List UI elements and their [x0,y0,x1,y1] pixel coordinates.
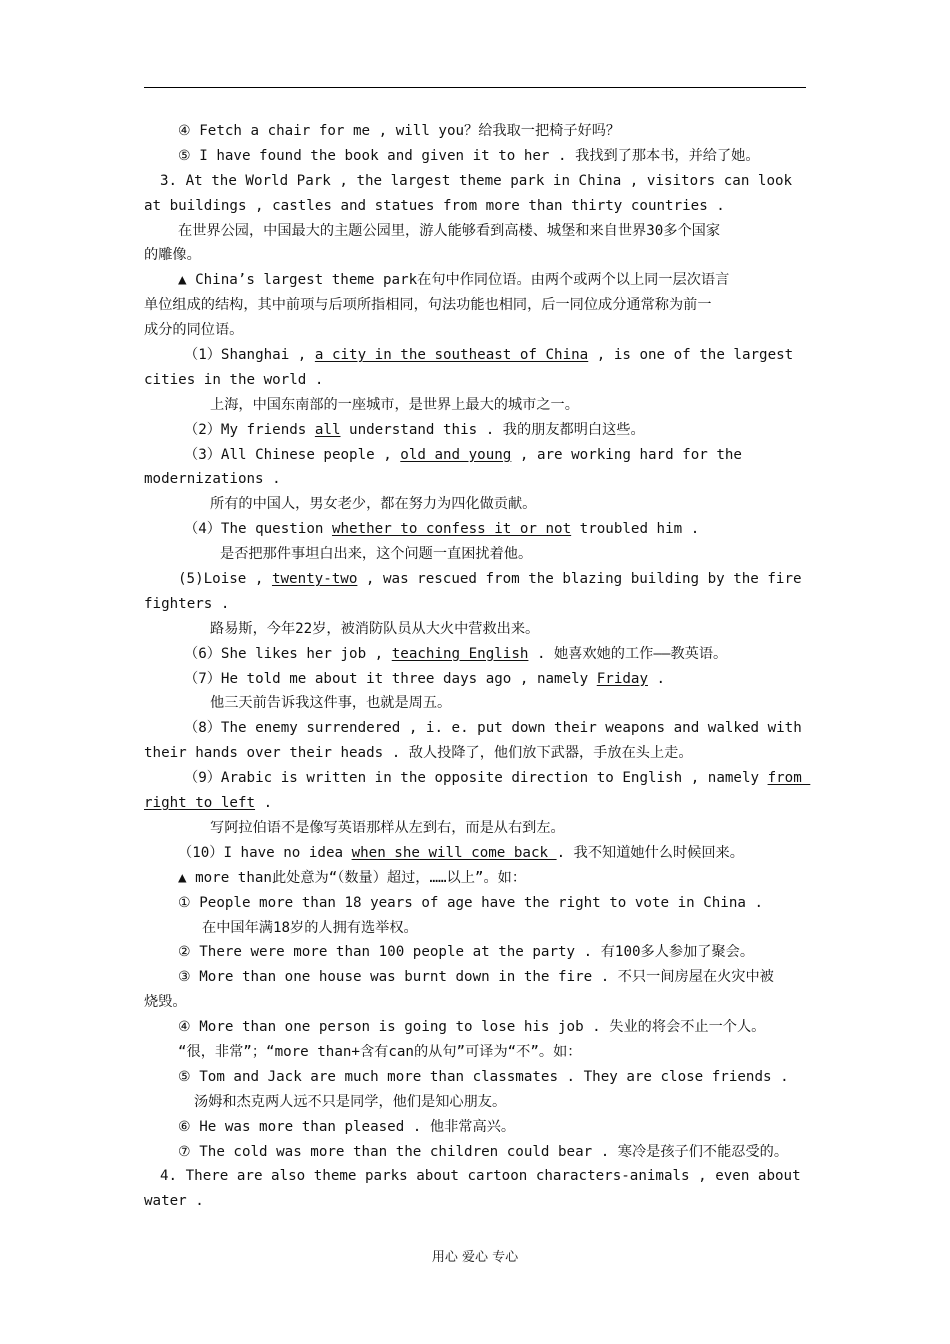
line-text: ⑤ I have found the book and given it to her . 我找到了那本书，并给了她。 [178,147,760,164]
line-text: modernizations . [144,471,281,488]
text-line [144,1140,812,1165]
document-body [144,119,812,1214]
line-text: their hands over their heads . 敌人投降了，他们放下武器，手放在头上走。 [144,745,693,762]
underlined-appositive: teaching English [391,645,529,662]
line-text: 4. There are also theme parks about cartoon characters-animals , even about [160,1168,801,1185]
text-line [144,542,812,567]
line-text: ④ More than one person is going to lose his job . 失业的将会不止一个人。 [178,1019,766,1036]
text-line [144,891,812,916]
line-text: . [648,670,666,687]
line-text: 烧毁。 [144,994,187,1011]
text-line [144,418,812,443]
text-line [144,766,812,791]
text-line [144,642,812,667]
text-line [144,1040,812,1065]
text-line [144,1115,812,1140]
line-text: ③ More than one house was burnt down in the fire . 不只一间房屋在火灾中被 [178,969,774,986]
underlined-appositive: a city in the southeast of China [314,347,589,364]
text-line [144,940,812,965]
text-line [144,990,812,1015]
text-line [144,816,812,841]
line-text: water . [144,1193,204,1210]
header-rule [144,87,806,88]
line-text: ⑥ He was more than pleased . 他非常高兴。 [178,1118,516,1135]
line-text: , is one of the largest [588,347,794,364]
line-text: （10）I have no idea [178,844,352,861]
line-text: （9）Arabic is written in the opposite direction to English , namely [184,770,768,787]
line-text: 的雕像。 [144,247,201,264]
text-line [144,169,812,194]
text-line [144,144,812,169]
line-text: . 我不知道她什么时候回来。 [556,844,744,861]
text-line [144,368,812,393]
line-text: 单位组成的结构，其中前项与后项所指相同，句法功能也相同，后一同位成分通常称为前一 [144,297,712,314]
text-line [144,517,812,542]
line-text: 在世界公园，中国最大的主题公园里，游人能够看到高楼、城堡和来自世界30多个国家 [178,222,721,239]
line-text: (5)Loise , [178,571,272,588]
line-text: ▲ more than此处意为“（数量）超过，……以上”。如： [178,869,527,886]
underlined-appositive: Friday [596,670,648,687]
line-text: 路易斯，今年22岁，被消防队员从大火中营救出来。 [210,620,540,637]
line-text: 3. At the World Park , the largest theme park in China , visitors can look [160,172,793,189]
text-line [144,791,812,816]
text-line [144,667,812,692]
line-text: 所有的中国人，男女老少，都在努力为四化做贡献。 [210,496,537,513]
underlined-appositive: right to left [144,795,256,812]
line-text: （3）All Chinese people , [184,446,401,463]
line-text: fighters . [144,595,230,612]
line-text: understand this . 我的朋友都明白这些。 [340,421,645,438]
text-line [144,343,812,368]
line-text: （1）Shanghai , [184,347,315,364]
text-line [144,1164,812,1189]
text-line [144,965,812,990]
text-line [144,1189,812,1214]
text-line [144,592,812,617]
line-text: 在中国年满18岁的人拥有选举权。 [202,919,418,936]
text-line [144,617,812,642]
text-line [144,443,812,468]
line-text: , was rescued from the blazing building by the fire [357,571,802,588]
line-text: , are working hard for the [511,446,742,463]
text-line [144,691,812,716]
line-text: ⑤ Tom and Jack are much more than classmates . They are close friends . [178,1068,789,1085]
page-footer: 用心 爱心 专心 [431,1250,519,1265]
text-line [144,467,812,492]
text-line [144,1090,812,1115]
underlined-appositive: old and young [400,446,512,463]
text-line [144,916,812,941]
text-line [144,393,812,418]
text-line [144,741,812,766]
text-line [144,716,812,741]
text-line [144,841,812,866]
line-text: （8）The enemy surrendered , i. e. put down their weapons and walked with [184,720,802,737]
line-text: at buildings , castles and statues from more than thirty countries . [144,197,725,214]
text-line [144,1065,812,1090]
line-text: ④ Fetch a chair for me , will you？给我取一把椅子好吗？ [178,123,621,139]
line-text: （4）The question [184,521,332,538]
line-text: （7）He told me about it three days ago , namely [184,670,597,687]
text-line [144,567,812,592]
text-line [144,194,812,219]
line-text: ② There were more than 100 people at the party . 有100多人参加了聚会。 [178,944,755,961]
underlined-appositive: from [767,770,811,787]
line-text: 汤姆和杰克两人远不只是同学，他们是知心朋友。 [194,1093,507,1110]
line-text: “很，非常”；“more than+含有can的从句”可译为“不”。如： [178,1043,582,1060]
text-line [144,243,812,268]
text-line [144,119,812,144]
text-line [144,268,812,293]
line-text: （6）She likes her job , [184,645,392,662]
underlined-appositive: when she will come back [351,844,557,861]
line-text: 他三天前告诉我这件事，也就是周五。 [210,695,452,712]
line-text: . 她喜欢她的工作——教英语。 [528,645,728,662]
line-text: （2）My friends [184,421,315,438]
line-text: cities in the world . [144,371,324,388]
line-text: 是否把那件事坦白出来，这个问题一直困扰着他。 [220,546,533,563]
line-text: ⑦ The cold was more than the children could bear . 寒冷是孩子们不能忍受的。 [178,1143,789,1160]
text-line [144,492,812,517]
line-text: . [255,795,273,812]
text-line [144,293,812,318]
line-text: ▲ China’s largest theme park在句中作同位语。由两个或两个以上同一层次语言 [178,272,730,289]
text-line [144,318,812,343]
line-text: 成分的同位语。 [144,322,244,339]
line-text: ① People more than 18 years of age have the right to vote in China . [178,894,764,911]
text-line [144,219,812,244]
underlined-appositive: twenty-two [271,571,358,588]
line-text: 写阿拉伯语不是像写英语那样从左到右，而是从右到左。 [210,819,565,836]
line-text: 上海，中国东南部的一座城市，是世界上最大的城市之一。 [210,396,579,413]
text-line [144,1015,812,1040]
text-line [144,866,812,891]
underlined-appositive: all [314,421,341,438]
underlined-appositive: whether to confess it or not [331,521,572,538]
line-text: troubled him . [571,521,700,538]
